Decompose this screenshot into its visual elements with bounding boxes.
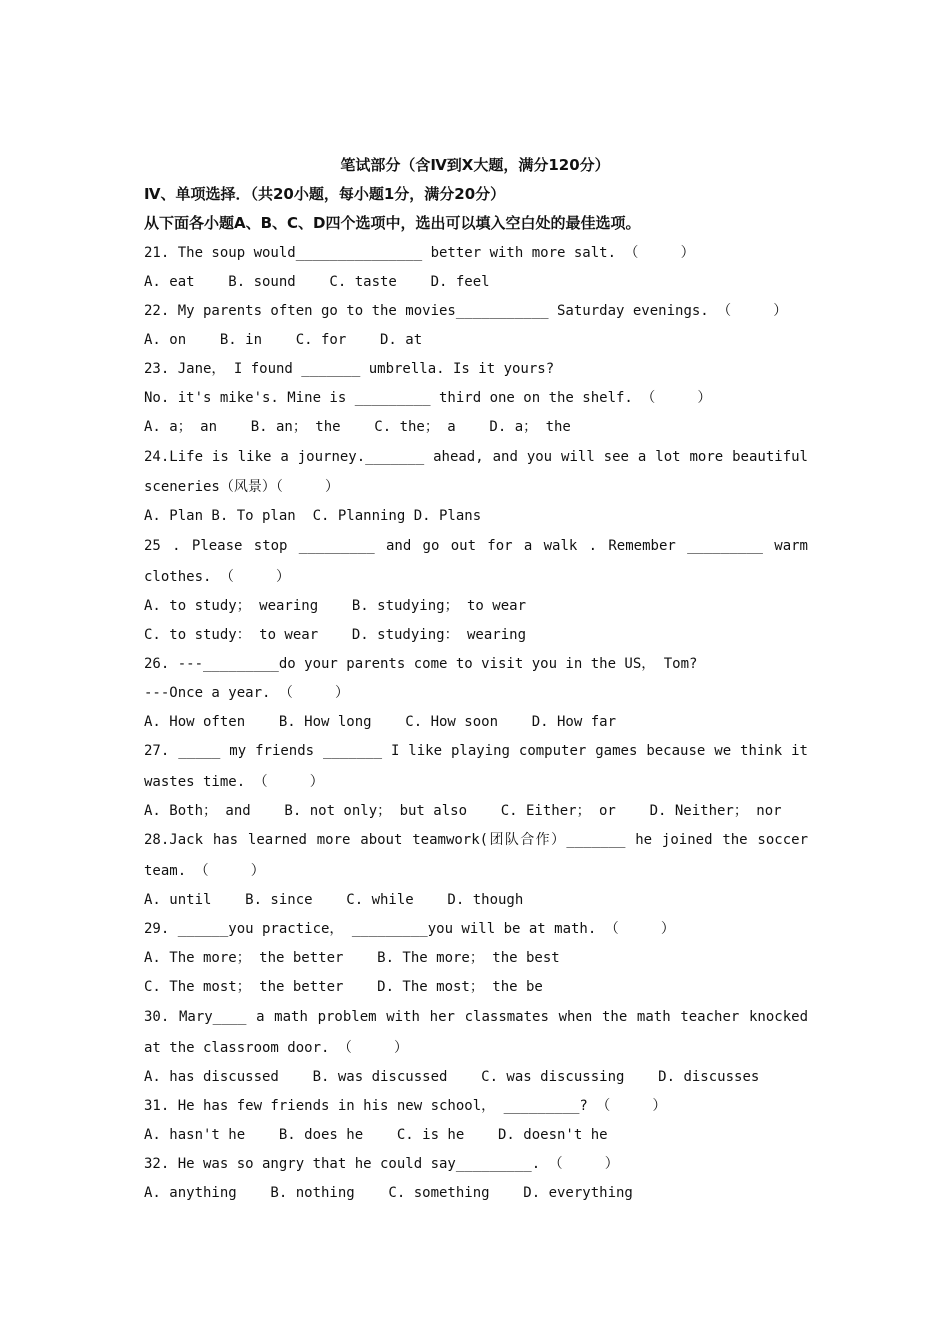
question-21-stem: 21. The soup would_______________ better with more salt. （ ） (144, 245, 695, 261)
question-28-stem: 28.Jack has learned more about teamwork(团队合作）_______ he joined the soccer (144, 832, 808, 848)
question-28-stem-cont: team. （ ） (144, 863, 265, 879)
section-instruction: 从下面各小题A、B、C、D四个选项中，选出可以填入空白处的最佳选项。 (144, 214, 641, 232)
question-24-stem-cont: sceneries（风景）（ ） (144, 479, 340, 495)
question-26-options: A. How often B. How long C. How soon D. How far (144, 714, 617, 730)
question-27-stem-cont: wastes time. （ ） (144, 774, 324, 790)
question-24-stem: 24.Life is like a journey._______ ahead, and you will see a lot more beautiful (144, 449, 808, 465)
question-28-options: A. until B. since C. while D. though (144, 892, 524, 908)
question-31-options: A. hasn't he B. does he C. is he D. doesn't he (144, 1127, 608, 1143)
question-27-stem: 27. _____ my friends _______ I like playing computer games because we think it (144, 743, 808, 759)
question-32-options: A. anything B. nothing C. something D. everything (144, 1185, 633, 1201)
question-23-reply: No. it's mike's. Mine is _________ third one on the shelf. （ ） (144, 390, 712, 406)
question-29-options-2: C. The most； the better D. The most； the be (144, 979, 543, 995)
question-26-reply: ---Once a year. （ ） (144, 685, 350, 701)
question-23-stem: 23. Jane， I found _______ umbrella. Is it yours? (144, 361, 555, 377)
question-25-stem: 25 . Please stop _________ and go out for a walk . Remember _________ warm (144, 538, 808, 554)
question-26-stem: 26. ---_________do your parents come to visit you in the US， Tom? (144, 656, 698, 672)
question-25-stem-cont: clothes. （ ） (144, 569, 291, 585)
question-24-options: A. Plan B. To plan C. Planning D. Plans (144, 508, 482, 524)
question-21-options: A. eat B. sound C. taste D. feel (144, 274, 490, 290)
question-29-options-1: A. The more； the better B. The more； the best (144, 950, 560, 966)
question-30-options: A. has discussed B. was discussed C. was discussing D. discusses (144, 1069, 760, 1085)
question-23-options: A. a； an B. an； the C. the； a D. a； the (144, 419, 571, 435)
question-22-stem: 22. My parents often go to the movies___________ Saturday evenings. （ ） (144, 303, 788, 319)
question-25-options-1: A. to study； wearing B. studying； to wear (144, 598, 527, 614)
question-22-options: A. on B. in C. for D. at (144, 332, 423, 348)
question-29-stem: 29. ______you practice， _________you will be at math. （ ） (144, 921, 675, 937)
section-heading: Ⅳ、单项选择．（共20小题，每小题1分，满分20分） (144, 185, 506, 203)
question-27-options: A. Both； and B. not only； but also C. Either； or D. Neither； nor (144, 803, 782, 819)
question-30-stem: 30. Mary____ a math problem with her classmates when the math teacher knocked (144, 1009, 808, 1025)
page-title: 笔试部分（含Ⅳ到Ⅹ大题，满分120分） (340, 156, 610, 174)
question-30-stem-cont: at the classroom door. （ ） (144, 1040, 409, 1056)
question-32-stem: 32. He was so angry that he could say_________. （ ） (144, 1156, 619, 1172)
question-25-options-2: C. to study： to wear D. studying： wearing (144, 627, 527, 643)
question-31-stem: 31. He has few friends in his new school， _________? （ ） (144, 1098, 667, 1114)
